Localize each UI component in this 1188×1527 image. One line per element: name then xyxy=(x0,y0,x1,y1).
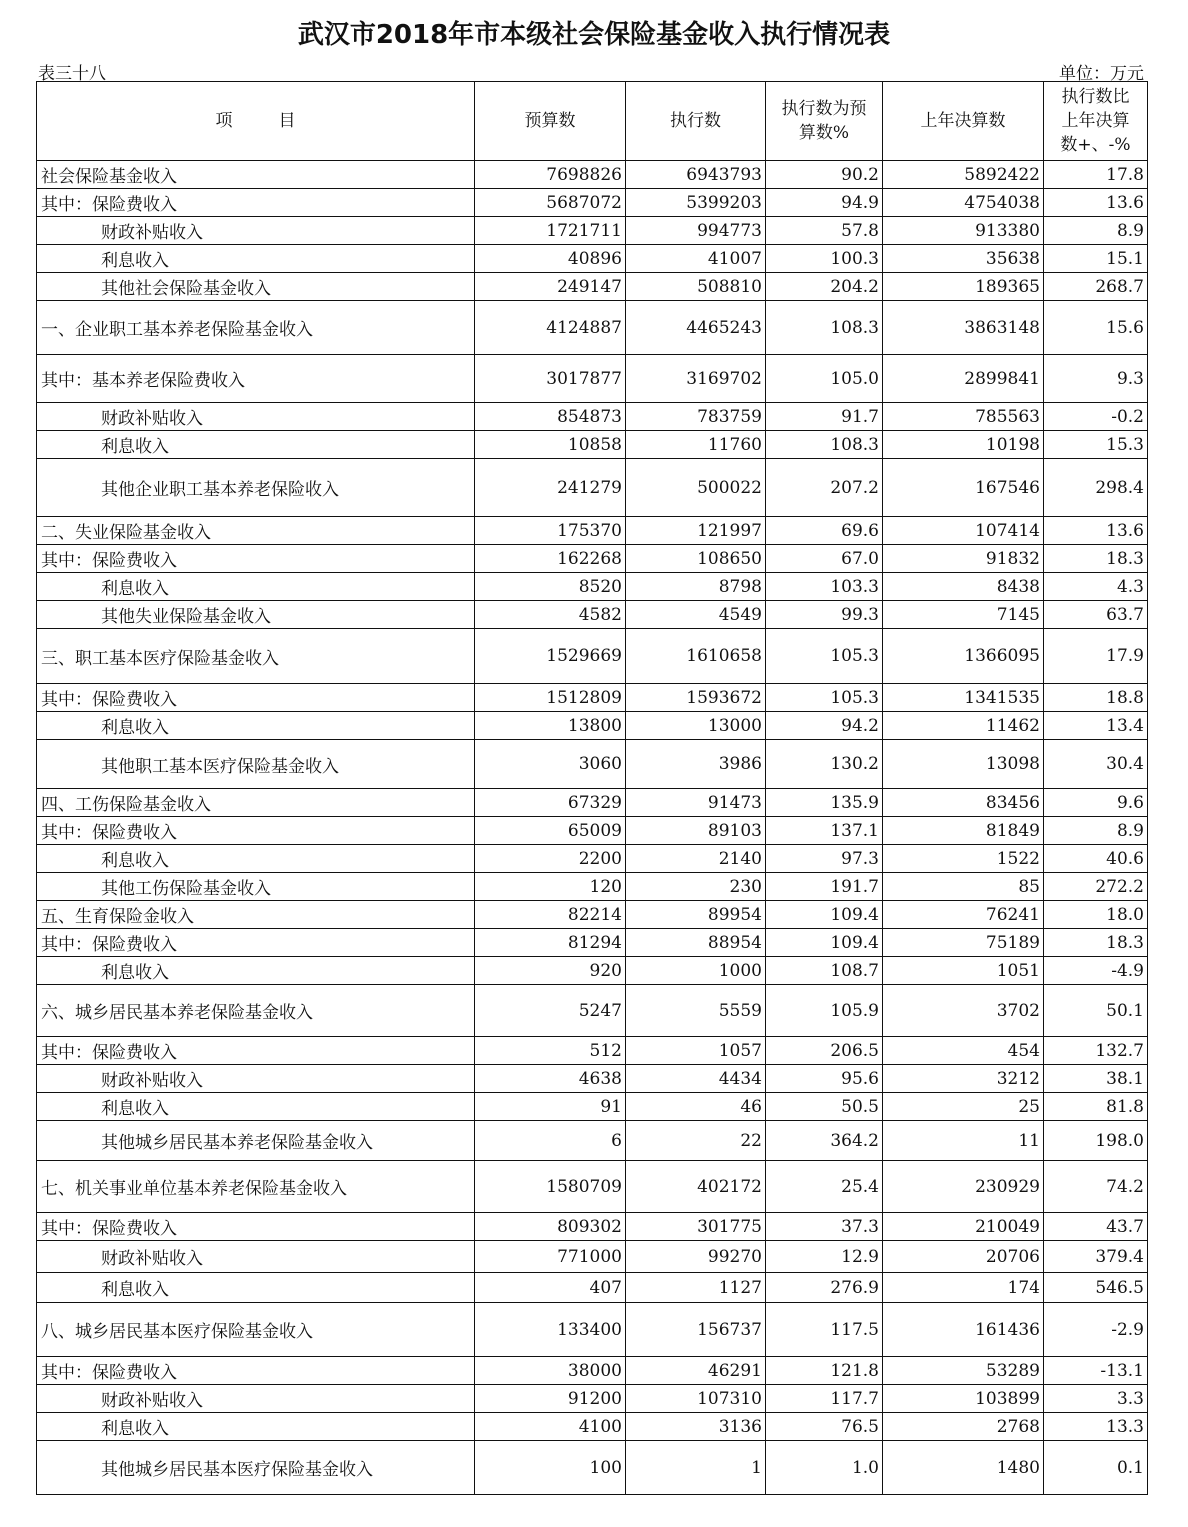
cell-change: 0.1 xyxy=(1044,1441,1148,1495)
cell-executed: 6943793 xyxy=(626,161,766,189)
cell-last-year: 10198 xyxy=(883,431,1044,459)
cell-executed: 1593672 xyxy=(626,684,766,712)
fund-income-table xyxy=(36,81,1148,1495)
cell-change: 13.4 xyxy=(1044,712,1148,740)
cell-change: 272.2 xyxy=(1044,873,1148,901)
table-row xyxy=(37,245,1148,273)
table-row xyxy=(37,873,1148,901)
cell-last-year: 1051 xyxy=(883,957,1044,985)
cell-change: 268.7 xyxy=(1044,273,1148,301)
cell-exec-pct-budget: 108.7 xyxy=(766,957,883,985)
cell-item: 二、失业保险基金收入 xyxy=(37,517,475,545)
cell-exec-pct-budget: 105.3 xyxy=(766,684,883,712)
table-row xyxy=(37,817,1148,845)
cell-last-year: 25 xyxy=(883,1093,1044,1121)
header-item-part: 目 xyxy=(278,111,296,131)
cell-change: 18.0 xyxy=(1044,901,1148,929)
cell-exec-pct-budget: 276.9 xyxy=(766,1273,883,1303)
cell-executed: 46 xyxy=(626,1093,766,1121)
cell-executed: 41007 xyxy=(626,245,766,273)
cell-exec-pct-budget: 57.8 xyxy=(766,217,883,245)
cell-last-year: 3863148 xyxy=(883,301,1044,355)
cell-last-year: 174 xyxy=(883,1273,1044,1303)
cell-executed: 5559 xyxy=(626,985,766,1037)
cell-budget: 13800 xyxy=(475,712,626,740)
cell-budget: 8520 xyxy=(475,573,626,601)
cell-exec-pct-budget: 105.0 xyxy=(766,355,883,403)
cell-last-year: 53289 xyxy=(883,1357,1044,1385)
cell-change: 15.3 xyxy=(1044,431,1148,459)
cell-exec-pct-budget: 130.2 xyxy=(766,740,883,789)
table-row xyxy=(37,1037,1148,1065)
table-row xyxy=(37,431,1148,459)
cell-exec-pct-budget: 135.9 xyxy=(766,789,883,817)
cell-budget: 854873 xyxy=(475,403,626,431)
header-line: 算数% xyxy=(798,123,850,143)
table-row xyxy=(37,1273,1148,1303)
table-body xyxy=(37,161,1148,1495)
cell-item: 财政补贴收入 xyxy=(37,1065,475,1093)
cell-executed: 500022 xyxy=(626,459,766,517)
cell-budget: 81294 xyxy=(475,929,626,957)
cell-executed: 46291 xyxy=(626,1357,766,1385)
cell-last-year: 76241 xyxy=(883,901,1044,929)
cell-last-year: 913380 xyxy=(883,217,1044,245)
cell-item: 其他城乡居民基本养老保险基金收入 xyxy=(37,1121,475,1161)
cell-item: 其他社会保险基金收入 xyxy=(37,273,475,301)
cell-change: 298.4 xyxy=(1044,459,1148,517)
cell-exec-pct-budget: 76.5 xyxy=(766,1413,883,1441)
cell-exec-pct-budget: 206.5 xyxy=(766,1037,883,1065)
table-row xyxy=(37,403,1148,431)
cell-change: 63.7 xyxy=(1044,601,1148,629)
cell-change: -2.9 xyxy=(1044,1303,1148,1357)
cell-item: 其中：保险费收入 xyxy=(37,189,475,217)
cell-budget: 162268 xyxy=(475,545,626,573)
cell-item: 利息收入 xyxy=(37,573,475,601)
cell-executed: 108650 xyxy=(626,545,766,573)
cell-budget: 7698826 xyxy=(475,161,626,189)
cell-executed: 1127 xyxy=(626,1273,766,1303)
table-row xyxy=(37,684,1148,712)
cell-exec-pct-budget: 105.3 xyxy=(766,629,883,684)
cell-executed: 156737 xyxy=(626,1303,766,1357)
header-exec-pct-budget xyxy=(766,82,883,161)
table-row xyxy=(37,1161,1148,1213)
cell-item: 一、企业职工基本养老保险基金收入 xyxy=(37,301,475,355)
cell-exec-pct-budget: 69.6 xyxy=(766,517,883,545)
cell-change: 132.7 xyxy=(1044,1037,1148,1065)
table-row xyxy=(37,789,1148,817)
cell-executed: 230 xyxy=(626,873,766,901)
cell-exec-pct-budget: 67.0 xyxy=(766,545,883,573)
cell-last-year: 4754038 xyxy=(883,189,1044,217)
cell-executed: 783759 xyxy=(626,403,766,431)
cell-change: 43.7 xyxy=(1044,1213,1148,1241)
cell-budget: 120 xyxy=(475,873,626,901)
cell-item: 七、机关事业单位基本养老保险基金收入 xyxy=(37,1161,475,1213)
cell-item: 其中：基本养老保险费收入 xyxy=(37,355,475,403)
cell-budget: 4100 xyxy=(475,1413,626,1441)
cell-change: 17.8 xyxy=(1044,161,1148,189)
cell-executed: 13000 xyxy=(626,712,766,740)
cell-change: 198.0 xyxy=(1044,1121,1148,1161)
cell-last-year: 167546 xyxy=(883,459,1044,517)
cell-budget: 771000 xyxy=(475,1241,626,1273)
cell-item: 财政补贴收入 xyxy=(37,403,475,431)
cell-change: -0.2 xyxy=(1044,403,1148,431)
cell-exec-pct-budget: 91.7 xyxy=(766,403,883,431)
cell-budget: 175370 xyxy=(475,517,626,545)
cell-exec-pct-budget: 191.7 xyxy=(766,873,883,901)
cell-change: 74.2 xyxy=(1044,1161,1148,1213)
cell-item: 财政补贴收入 xyxy=(37,1385,475,1413)
cell-item: 其他城乡居民基本医疗保险基金收入 xyxy=(37,1441,475,1495)
cell-change: -4.9 xyxy=(1044,957,1148,985)
table-row xyxy=(37,545,1148,573)
table-row xyxy=(37,189,1148,217)
cell-budget: 1529669 xyxy=(475,629,626,684)
cell-budget: 4638 xyxy=(475,1065,626,1093)
cell-executed: 1610658 xyxy=(626,629,766,684)
cell-budget: 407 xyxy=(475,1273,626,1303)
cell-budget: 249147 xyxy=(475,273,626,301)
cell-executed: 1057 xyxy=(626,1037,766,1065)
cell-exec-pct-budget: 108.3 xyxy=(766,431,883,459)
cell-item: 利息收入 xyxy=(37,431,475,459)
cell-change: 18.8 xyxy=(1044,684,1148,712)
header-line: 执行数为预 xyxy=(781,99,867,119)
cell-item: 利息收入 xyxy=(37,245,475,273)
cell-item: 其中：保险费收入 xyxy=(37,684,475,712)
cell-exec-pct-budget: 117.7 xyxy=(766,1385,883,1413)
cell-budget: 91200 xyxy=(475,1385,626,1413)
table-row xyxy=(37,1241,1148,1273)
cell-executed: 994773 xyxy=(626,217,766,245)
table-row xyxy=(37,1213,1148,1241)
table-row xyxy=(37,929,1148,957)
cell-exec-pct-budget: 37.3 xyxy=(766,1213,883,1241)
cell-change: 13.6 xyxy=(1044,517,1148,545)
table-row xyxy=(37,1121,1148,1161)
table-row xyxy=(37,1303,1148,1357)
header-row xyxy=(37,82,1148,161)
cell-exec-pct-budget: 207.2 xyxy=(766,459,883,517)
cell-exec-pct-budget: 108.3 xyxy=(766,301,883,355)
table-number: 表三十八 xyxy=(38,64,106,84)
cell-budget: 809302 xyxy=(475,1213,626,1241)
cell-executed: 402172 xyxy=(626,1161,766,1213)
cell-budget: 1580709 xyxy=(475,1161,626,1213)
cell-executed: 301775 xyxy=(626,1213,766,1241)
cell-item: 利息收入 xyxy=(37,957,475,985)
cell-exec-pct-budget: 109.4 xyxy=(766,901,883,929)
cell-executed: 4549 xyxy=(626,601,766,629)
cell-exec-pct-budget: 121.8 xyxy=(766,1357,883,1385)
cell-last-year: 189365 xyxy=(883,273,1044,301)
cell-executed: 99270 xyxy=(626,1241,766,1273)
cell-item: 六、城乡居民基本养老保险基金收入 xyxy=(37,985,475,1037)
cell-last-year: 20706 xyxy=(883,1241,1044,1273)
cell-executed: 1000 xyxy=(626,957,766,985)
cell-last-year: 1341535 xyxy=(883,684,1044,712)
table-row xyxy=(37,301,1148,355)
cell-item: 其中：保险费收入 xyxy=(37,929,475,957)
cell-last-year: 35638 xyxy=(883,245,1044,273)
table-row xyxy=(37,217,1148,245)
cell-last-year: 7145 xyxy=(883,601,1044,629)
cell-budget: 133400 xyxy=(475,1303,626,1357)
table-row xyxy=(37,1093,1148,1121)
cell-exec-pct-budget: 50.5 xyxy=(766,1093,883,1121)
cell-item: 三、职工基本医疗保险基金收入 xyxy=(37,629,475,684)
cell-change: 30.4 xyxy=(1044,740,1148,789)
cell-executed: 91473 xyxy=(626,789,766,817)
cell-item: 五、生育保险金收入 xyxy=(37,901,475,929)
table-row xyxy=(37,273,1148,301)
cell-budget: 4582 xyxy=(475,601,626,629)
table-row xyxy=(37,355,1148,403)
cell-change: 17.9 xyxy=(1044,629,1148,684)
header-budget: 预算数 xyxy=(475,82,626,161)
cell-last-year: 3702 xyxy=(883,985,1044,1037)
cell-change: 4.3 xyxy=(1044,573,1148,601)
cell-executed: 3986 xyxy=(626,740,766,789)
cell-change: 40.6 xyxy=(1044,845,1148,873)
header-change xyxy=(1044,82,1148,161)
cell-exec-pct-budget: 204.2 xyxy=(766,273,883,301)
cell-item: 其中：保险费收入 xyxy=(37,1357,475,1385)
cell-item: 四、工伤保险基金收入 xyxy=(37,789,475,817)
cell-last-year: 2768 xyxy=(883,1413,1044,1441)
cell-item: 其中：保险费收入 xyxy=(37,1037,475,1065)
cell-budget: 4124887 xyxy=(475,301,626,355)
header-item-part: 项 xyxy=(215,111,233,131)
cell-item: 其中：保险费收入 xyxy=(37,1213,475,1241)
cell-budget: 2200 xyxy=(475,845,626,873)
cell-last-year: 1522 xyxy=(883,845,1044,873)
cell-exec-pct-budget: 99.3 xyxy=(766,601,883,629)
cell-budget: 6 xyxy=(475,1121,626,1161)
cell-last-year: 75189 xyxy=(883,929,1044,957)
cell-executed: 88954 xyxy=(626,929,766,957)
cell-change: 379.4 xyxy=(1044,1241,1148,1273)
cell-last-year: 454 xyxy=(883,1037,1044,1065)
cell-exec-pct-budget: 90.2 xyxy=(766,161,883,189)
table-row xyxy=(37,629,1148,684)
table-row xyxy=(37,459,1148,517)
cell-item: 利息收入 xyxy=(37,1273,475,1303)
cell-change: 9.3 xyxy=(1044,355,1148,403)
table-row xyxy=(37,573,1148,601)
cell-last-year: 2899841 xyxy=(883,355,1044,403)
cell-change: 8.9 xyxy=(1044,217,1148,245)
cell-budget: 91 xyxy=(475,1093,626,1121)
cell-executed: 11760 xyxy=(626,431,766,459)
cell-budget: 10858 xyxy=(475,431,626,459)
cell-executed: 1 xyxy=(626,1441,766,1495)
cell-item: 利息收入 xyxy=(37,712,475,740)
cell-budget: 3060 xyxy=(475,740,626,789)
cell-budget: 512 xyxy=(475,1037,626,1065)
cell-item: 社会保险基金收入 xyxy=(37,161,475,189)
cell-item: 其他职工基本医疗保险基金收入 xyxy=(37,740,475,789)
cell-budget: 65009 xyxy=(475,817,626,845)
cell-item: 财政补贴收入 xyxy=(37,1241,475,1273)
cell-last-year: 83456 xyxy=(883,789,1044,817)
cell-exec-pct-budget: 117.5 xyxy=(766,1303,883,1357)
cell-budget: 5687072 xyxy=(475,189,626,217)
cell-last-year: 11 xyxy=(883,1121,1044,1161)
table-row xyxy=(37,1357,1148,1385)
cell-executed: 5399203 xyxy=(626,189,766,217)
cell-item: 其他企业职工基本养老保险收入 xyxy=(37,459,475,517)
cell-executed: 121997 xyxy=(626,517,766,545)
table-row xyxy=(37,1065,1148,1093)
cell-exec-pct-budget: 109.4 xyxy=(766,929,883,957)
cell-last-year: 785563 xyxy=(883,403,1044,431)
cell-item: 利息收入 xyxy=(37,1093,475,1121)
cell-last-year: 1366095 xyxy=(883,629,1044,684)
cell-exec-pct-budget: 103.3 xyxy=(766,573,883,601)
cell-executed: 89103 xyxy=(626,817,766,845)
table-row xyxy=(37,1441,1148,1495)
cell-last-year: 13098 xyxy=(883,740,1044,789)
cell-budget: 3017877 xyxy=(475,355,626,403)
cell-last-year: 1480 xyxy=(883,1441,1044,1495)
cell-exec-pct-budget: 94.2 xyxy=(766,712,883,740)
cell-executed: 3136 xyxy=(626,1413,766,1441)
cell-change: 9.6 xyxy=(1044,789,1148,817)
cell-last-year: 230929 xyxy=(883,1161,1044,1213)
cell-change: 81.8 xyxy=(1044,1093,1148,1121)
header-executed: 执行数 xyxy=(626,82,766,161)
cell-exec-pct-budget: 12.9 xyxy=(766,1241,883,1273)
cell-budget: 40896 xyxy=(475,245,626,273)
cell-exec-pct-budget: 1.0 xyxy=(766,1441,883,1495)
cell-last-year: 161436 xyxy=(883,1303,1044,1357)
header-line: 上年决算 xyxy=(1061,111,1130,131)
cell-budget: 5247 xyxy=(475,985,626,1037)
cell-change: 18.3 xyxy=(1044,929,1148,957)
cell-change: 3.3 xyxy=(1044,1385,1148,1413)
cell-last-year: 8438 xyxy=(883,573,1044,601)
cell-item: 其他工伤保险基金收入 xyxy=(37,873,475,901)
cell-executed: 22 xyxy=(626,1121,766,1161)
cell-change: -13.1 xyxy=(1044,1357,1148,1385)
cell-change: 13.6 xyxy=(1044,189,1148,217)
cell-last-year: 103899 xyxy=(883,1385,1044,1413)
header-item xyxy=(37,82,475,161)
header-line: 执行数比 xyxy=(1061,87,1130,107)
cell-exec-pct-budget: 137.1 xyxy=(766,817,883,845)
cell-item: 利息收入 xyxy=(37,845,475,873)
cell-last-year: 11462 xyxy=(883,712,1044,740)
cell-executed: 4434 xyxy=(626,1065,766,1093)
cell-change: 38.1 xyxy=(1044,1065,1148,1093)
cell-item: 财政补贴收入 xyxy=(37,217,475,245)
cell-item: 其他失业保险基金收入 xyxy=(37,601,475,629)
cell-exec-pct-budget: 100.3 xyxy=(766,245,883,273)
cell-change: 546.5 xyxy=(1044,1273,1148,1303)
cell-last-year: 81849 xyxy=(883,817,1044,845)
cell-exec-pct-budget: 97.3 xyxy=(766,845,883,873)
table-row xyxy=(37,517,1148,545)
cell-last-year: 5892422 xyxy=(883,161,1044,189)
cell-exec-pct-budget: 25.4 xyxy=(766,1161,883,1213)
header-last-year: 上年决算数 xyxy=(883,82,1044,161)
cell-last-year: 107414 xyxy=(883,517,1044,545)
cell-change: 8.9 xyxy=(1044,817,1148,845)
cell-item: 其中：保险费收入 xyxy=(37,545,475,573)
cell-executed: 107310 xyxy=(626,1385,766,1413)
cell-executed: 2140 xyxy=(626,845,766,873)
cell-exec-pct-budget: 105.9 xyxy=(766,985,883,1037)
table-row xyxy=(37,1413,1148,1441)
cell-budget: 38000 xyxy=(475,1357,626,1385)
cell-budget: 100 xyxy=(475,1441,626,1495)
cell-item: 利息收入 xyxy=(37,1413,475,1441)
cell-budget: 920 xyxy=(475,957,626,985)
cell-budget: 1721711 xyxy=(475,217,626,245)
cell-executed: 8798 xyxy=(626,573,766,601)
table-row xyxy=(37,740,1148,789)
cell-budget: 1512809 xyxy=(475,684,626,712)
table-row xyxy=(37,985,1148,1037)
cell-item: 其中：保险费收入 xyxy=(37,817,475,845)
cell-change: 15.6 xyxy=(1044,301,1148,355)
table-row xyxy=(37,712,1148,740)
cell-executed: 3169702 xyxy=(626,355,766,403)
cell-last-year: 85 xyxy=(883,873,1044,901)
cell-last-year: 91832 xyxy=(883,545,1044,573)
cell-exec-pct-budget: 94.9 xyxy=(766,189,883,217)
cell-executed: 89954 xyxy=(626,901,766,929)
header-line: 数+、-% xyxy=(1060,135,1131,155)
cell-executed: 508810 xyxy=(626,273,766,301)
cell-change: 50.1 xyxy=(1044,985,1148,1037)
cell-change: 15.1 xyxy=(1044,245,1148,273)
cell-executed: 4465243 xyxy=(626,301,766,355)
cell-change: 13.3 xyxy=(1044,1413,1148,1441)
table-row xyxy=(37,161,1148,189)
cell-item: 八、城乡居民基本医疗保险基金收入 xyxy=(37,1303,475,1357)
cell-budget: 82214 xyxy=(475,901,626,929)
cell-budget: 241279 xyxy=(475,459,626,517)
cell-change: 18.3 xyxy=(1044,545,1148,573)
table-row xyxy=(37,957,1148,985)
table-row xyxy=(37,601,1148,629)
table-row xyxy=(37,901,1148,929)
unit-label: 单位：万元 xyxy=(1059,64,1144,84)
table-row xyxy=(37,845,1148,873)
table-row xyxy=(37,1385,1148,1413)
cell-exec-pct-budget: 95.6 xyxy=(766,1065,883,1093)
cell-budget: 67329 xyxy=(475,789,626,817)
cell-last-year: 210049 xyxy=(883,1213,1044,1241)
page-title: 武汉市2018年市本级社会保险基金收入执行情况表 xyxy=(297,20,891,50)
cell-exec-pct-budget: 364.2 xyxy=(766,1121,883,1161)
cell-last-year: 3212 xyxy=(883,1065,1044,1093)
